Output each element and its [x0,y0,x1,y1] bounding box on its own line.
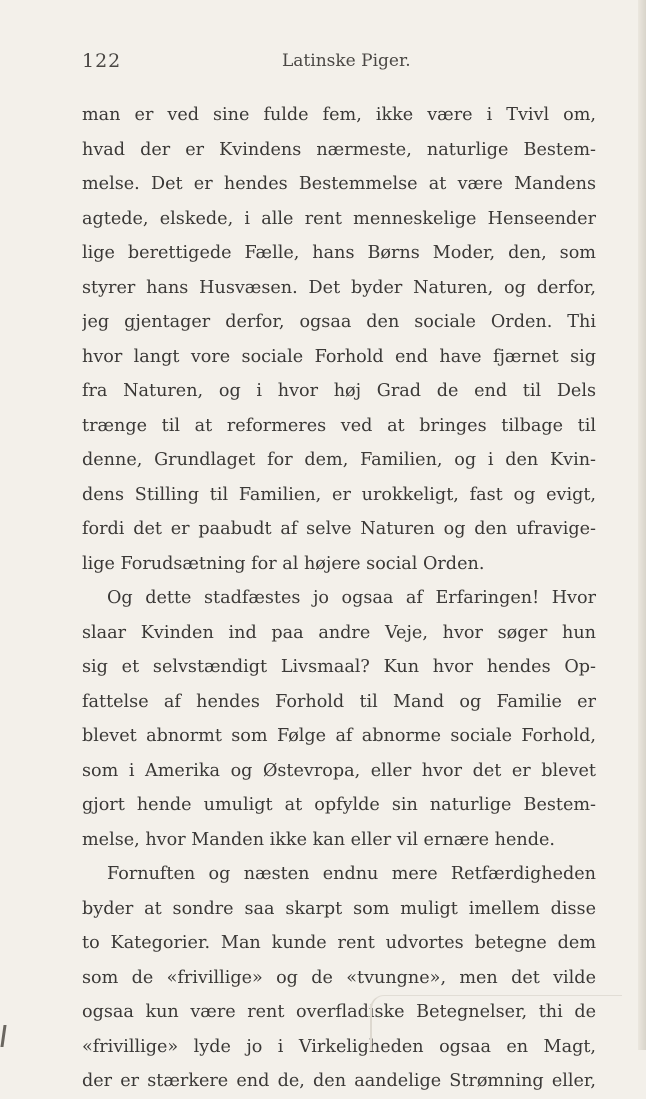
text-line: fordi det er paabudt af selve Naturen og den ufravige- [82,519,596,539]
text-line: byder at sondre saa skarpt som muligt imellem disse [82,898,596,919]
text-line: slaar Kvinden ind paa andre Veje, hvor søger hun [82,622,596,643]
paragraph-start-line: Og dette stadfæstes jo ogsaa af Erfaringen! Hvor [107,588,596,608]
text-line: gjort hende umuligt at opfylde sin naturlige Bestem- [82,795,596,815]
text-line: melse. Det er hendes Bestemmelse at være Mandens [82,174,596,194]
text-line: blevet abnormt som Følge af abnorme sociale Forhold, [82,726,596,746]
text-line: hvad der er Kvindens nærmeste, naturlige Bestem- [82,139,596,160]
text-line: denne, Grundlaget for dem, Familien, og i den Kvin- [82,450,596,470]
text-line: styrer hans Husvæsen. Det byder Naturen, og derfor, [82,277,596,298]
body-text [82,98,596,1099]
text-line: to Kategorier. Man kunde rent udvortes betegne dem [82,933,596,953]
text-line: lige berettigede Fælle, hans Børns Moder, den, som [82,243,596,263]
text-line: sig et selvstændigt Livsmaal? Kun hvor hendes Op- [82,657,596,677]
page-number: 122 [82,50,122,72]
paragraph-end-line: lige Forudsætning for al højere social Orden. [82,553,485,574]
running-head [82,50,596,80]
text-line: fattelse af hendes Forhold til Mand og Familie er [82,691,596,712]
text-line: agtede, elskede, i alle rent menneskelige Henseender [82,208,596,229]
running-title: Latinske Piger. [282,51,411,71]
paragraph-start-line: Fornuften og næsten endnu mere Retfærdigheden [107,864,596,884]
text-line: «frivillige» lyde jo i Virkeligheden ogsaa en Magt, [82,1036,596,1057]
text-line: som i Amerika og Østevropa, eller hvor det er blevet [82,760,596,781]
text-line: fra Naturen, og i hvor høj Grad de end til Dels [82,381,596,401]
text-line: trænge til at reformeres ved at bringes tilbage til [82,415,596,436]
text-line: man er ved sine fulde fem, ikke være i Tvivl om, [82,105,596,125]
edge-ink-mark [0,1025,6,1047]
paper-fold-mark [370,995,622,1051]
text-line: hvor langt vore sociale Forhold end have fjærnet sig [82,346,596,367]
text-line: dens Stilling til Familien, er urokkeligt, fast og evigt, [82,484,596,505]
page-edge-shadow [638,0,646,1050]
text-line: der er stærkere end de, den aandelige Strømning eller, [82,1071,596,1091]
text-line: jeg gjentager derfor, ogsaa den sociale Orden. Thi [82,312,596,332]
text-line: som de «frivillige» og de «tvungne», men det vilde [82,967,596,988]
paragraph-end-line: melse, hvor Manden ikke kan eller vil ernære hende. [82,829,555,850]
text-line: ogsaa kun være rent overfladiske Betegnelser, thi de [82,1002,596,1022]
